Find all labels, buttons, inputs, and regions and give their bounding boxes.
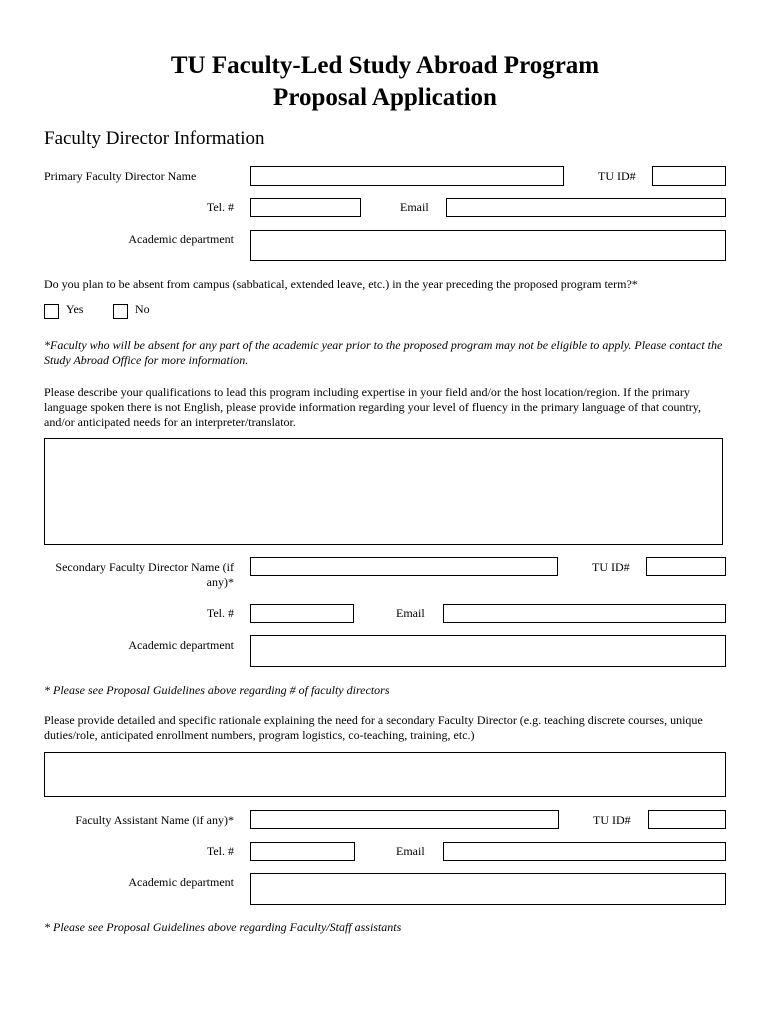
absence-eligibility-note: *Faculty who will be absent for any part of the academic year prior to the proposed program may not be eligible to apply. Please contact the Study Abroad Office for more information. [44, 338, 723, 367]
assistant-name-label: Faculty Assistant Name (if any)* [75, 813, 234, 827]
qualifications-prompt: Please describe your qualifications to lead this program including expertise in your field and/or the host location/region. If the primary language spoken there is not English, please provide information regarding your level of fluency in the primary language of that country, and/or anticipated needs for an interpreter/translator. [44, 385, 702, 429]
secondary-tu-id-input[interactable] [646, 557, 726, 576]
secondary-director-name-input[interactable] [250, 557, 558, 576]
assistant-tu-id-label: TU ID# [593, 813, 631, 827]
secondary-tel-label: Tel. # [206, 606, 234, 620]
secondary-director-name-label: Secondary Faculty Director Name (if any)* [55, 560, 234, 589]
secondary-email-input[interactable] [443, 604, 726, 623]
secondary-tu-id-label: TU ID# [592, 560, 630, 574]
form-title-line1: TU Faculty-Led Study Abroad Program [170, 52, 600, 79]
absence-yes-checkbox[interactable] [44, 304, 59, 319]
absence-no-checkbox[interactable] [113, 304, 128, 319]
primary-dept-input[interactable] [250, 230, 726, 261]
assistant-email-input[interactable] [443, 842, 726, 861]
assistant-tel-input[interactable] [250, 842, 355, 861]
primary-tel-input[interactable] [250, 198, 361, 217]
secondary-dept-input[interactable] [250, 635, 726, 667]
form-title-line2: Proposal Application [273, 84, 497, 111]
secondary-guidelines-note: * Please see Proposal Guidelines above regarding # of faculty directors [44, 683, 390, 697]
primary-director-name-label: Primary Faculty Director Name [44, 169, 197, 183]
section-heading-faculty-director: Faculty Director Information [44, 128, 265, 149]
secondary-dept-label: Academic department [128, 638, 234, 652]
secondary-tel-input[interactable] [250, 604, 354, 623]
assistant-tel-label: Tel. # [206, 844, 234, 858]
assistant-dept-label: Academic department [128, 875, 234, 889]
assistant-guidelines-note: * Please see Proposal Guidelines above regarding Faculty/Staff assistants [44, 920, 402, 934]
assistant-dept-input[interactable] [250, 873, 726, 905]
assistant-name-input[interactable] [250, 810, 559, 829]
secondary-rationale-textarea[interactable] [44, 752, 726, 797]
primary-dept-label: Academic department [128, 232, 234, 246]
primary-email-input[interactable] [446, 198, 726, 217]
primary-email-label: Email [400, 200, 429, 214]
primary-tel-label: Tel. # [206, 200, 234, 214]
assistant-email-label: Email [396, 844, 425, 858]
absence-no-label: No [135, 302, 150, 316]
primary-tu-id-label: TU ID# [598, 169, 636, 183]
assistant-tu-id-input[interactable] [648, 810, 726, 829]
primary-director-name-input[interactable] [250, 166, 564, 186]
primary-tu-id-input[interactable] [652, 166, 726, 186]
qualifications-textarea[interactable] [44, 438, 723, 545]
absence-yes-label: Yes [66, 302, 84, 316]
secondary-rationale-prompt: Please provide detailed and specific rationale explaining the need for a secondary Faculty Director (e.g. teaching discrete courses, unique duties/role, anticipated enrollment numbers, program logistics, co-teaching, training, etc.) [44, 713, 703, 742]
secondary-email-label: Email [396, 606, 425, 620]
absence-question: Do you plan to be absent from campus (sabbatical, extended leave, etc.) in the year preceding the proposed program term?* [44, 277, 638, 291]
